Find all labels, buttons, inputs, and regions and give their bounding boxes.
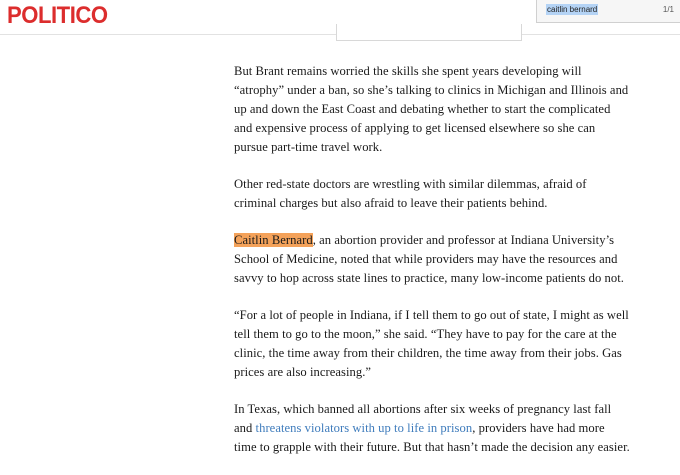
find-query-input[interactable]: caitlin bernard — [547, 5, 598, 14]
article-paragraph: “For a lot of people in Indiana, if I tell them to go out of state, I might as well tell them to go to the moon,” she said. “They have to pay for the care at the clinic, the time away from their children, the time away from their jobs. Gas prices are also increasing.” — [234, 308, 629, 379]
find-match-highlight: Caitlin Bernard — [234, 233, 313, 247]
header-dropdown-box — [336, 24, 522, 41]
find-in-page-bar[interactable] — [536, 0, 680, 23]
article-body — [234, 62, 630, 475]
article-paragraph: Other red-state doctors are wrestling with similar dilemmas, afraid of criminal charges but also afraid to leave their patients behind. — [234, 177, 587, 210]
article-paragraph — [234, 400, 630, 457]
find-match-count: 1/1 — [662, 5, 674, 14]
politico-logo[interactable]: POLITICO — [7, 2, 108, 29]
paragraph-text: , providers have had more time to grapple with their future. But that hasn’t made the decision any easier. — [234, 421, 630, 454]
article-paragraph: But Brant remains worried the skills she spent years developing will “atrophy” under a ban, so she’s talking to clinics in Michigan and Illinois and up and down the East Coast and debating whether to start the complicated and expensive process of applying to get licensed elsewhere so she can pursue part-time travel work. — [234, 64, 629, 154]
article-paragraph — [234, 231, 630, 288]
article-link[interactable]: threatens violators with up to life in prison — [255, 421, 473, 435]
paragraph-text: , an abortion provider and professor at Indiana University’s School of Medicine, noted that while providers may have the resources and savvy to hop across state lines to practice, many low-income patients do not. — [234, 233, 624, 285]
paragraph-text: In Texas, which banned all abortions after six weeks of pregnancy last fall and — [234, 402, 612, 435]
